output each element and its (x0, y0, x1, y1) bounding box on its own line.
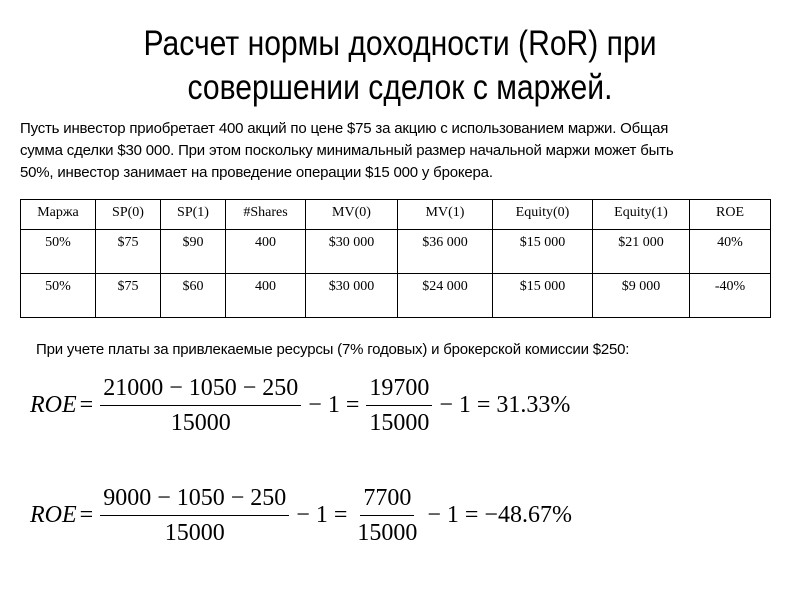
table-row (21, 274, 771, 318)
formula-fraction-2 (366, 374, 432, 437)
fees-note: При учете платы за привлекаемые ресурсы (7% годовых) и брокерской комиссии $250: (36, 341, 630, 358)
header-cell: Маржа (21, 200, 96, 230)
fraction-denominator: 15000 (369, 410, 430, 436)
table-cell: $75 (96, 230, 161, 274)
page-title (56, 22, 744, 110)
roe-formula-1 (30, 374, 573, 437)
intro-line-2: сумма сделки $30 000. При этом поскольку минимальный размер начальной маржи может быть (20, 142, 674, 159)
table-header-row (21, 200, 771, 230)
formula-equals: = (79, 392, 94, 418)
formula-fraction-2 (354, 484, 420, 547)
header-cell: #Shares (226, 200, 306, 230)
formula-lhs: ROE (30, 392, 77, 418)
table-cell: 400 (226, 230, 306, 274)
table-cell: 50% (21, 230, 96, 274)
header-cell: Equity(0) (493, 200, 593, 230)
table-cell: $90 (161, 230, 226, 274)
table-cell: 50% (21, 274, 96, 318)
formula-result: − 1 = −48.67% (427, 502, 572, 528)
table-cell: $75 (96, 274, 161, 318)
table-cell: -40% (690, 274, 771, 318)
table-cell: $9 000 (593, 274, 690, 318)
formula-result: − 1 = 31.33% (439, 392, 571, 418)
header-cell: SP(1) (161, 200, 226, 230)
table-row (21, 230, 771, 274)
header-cell: MV(1) (398, 200, 493, 230)
formula-minus-one: − 1 = (308, 392, 360, 418)
table-cell: $24 000 (398, 274, 493, 318)
formula-fraction-1 (100, 374, 301, 437)
fraction-denominator: 15000 (164, 520, 225, 546)
table-cell: $30 000 (306, 230, 398, 274)
fraction-denominator: 15000 (357, 520, 418, 546)
table-cell: 40% (690, 230, 771, 274)
fraction-numerator: 7700 (360, 484, 414, 516)
formula-minus-one: − 1 = (296, 502, 348, 528)
formula-lhs: ROE (30, 502, 77, 528)
table-cell: $15 000 (493, 230, 593, 274)
roe-formula-2 (30, 484, 575, 547)
header-cell: MV(0) (306, 200, 398, 230)
fraction-numerator: 19700 (366, 374, 432, 406)
header-cell: Equity(1) (593, 200, 690, 230)
intro-line-1: Пусть инвестор приобретает 400 акций по цене $75 за акцию с использованием маржи. Общая (20, 120, 669, 137)
intro-paragraph (20, 118, 760, 184)
formula-fraction-1 (100, 484, 289, 547)
intro-line-3: 50%, инвестор занимает на проведение операции $15 000 у брокера. (20, 164, 493, 181)
table-cell: $21 000 (593, 230, 690, 274)
table-cell: $36 000 (398, 230, 493, 274)
fraction-denominator: 15000 (170, 410, 231, 436)
table-cell: $60 (161, 274, 226, 318)
title-line-2: совершении сделок с маржей. (187, 68, 613, 107)
header-cell: SP(0) (96, 200, 161, 230)
margin-table (20, 199, 771, 318)
title-line-1: Расчет нормы доходности (RoR) при (143, 24, 657, 63)
table-cell: $15 000 (493, 274, 593, 318)
fraction-numerator: 21000 − 1050 − 250 (100, 374, 301, 406)
fraction-numerator: 9000 − 1050 − 250 (100, 484, 289, 516)
header-cell: ROE (690, 200, 771, 230)
table-cell: 400 (226, 274, 306, 318)
formula-equals: = (79, 502, 94, 528)
table-cell: $30 000 (306, 274, 398, 318)
